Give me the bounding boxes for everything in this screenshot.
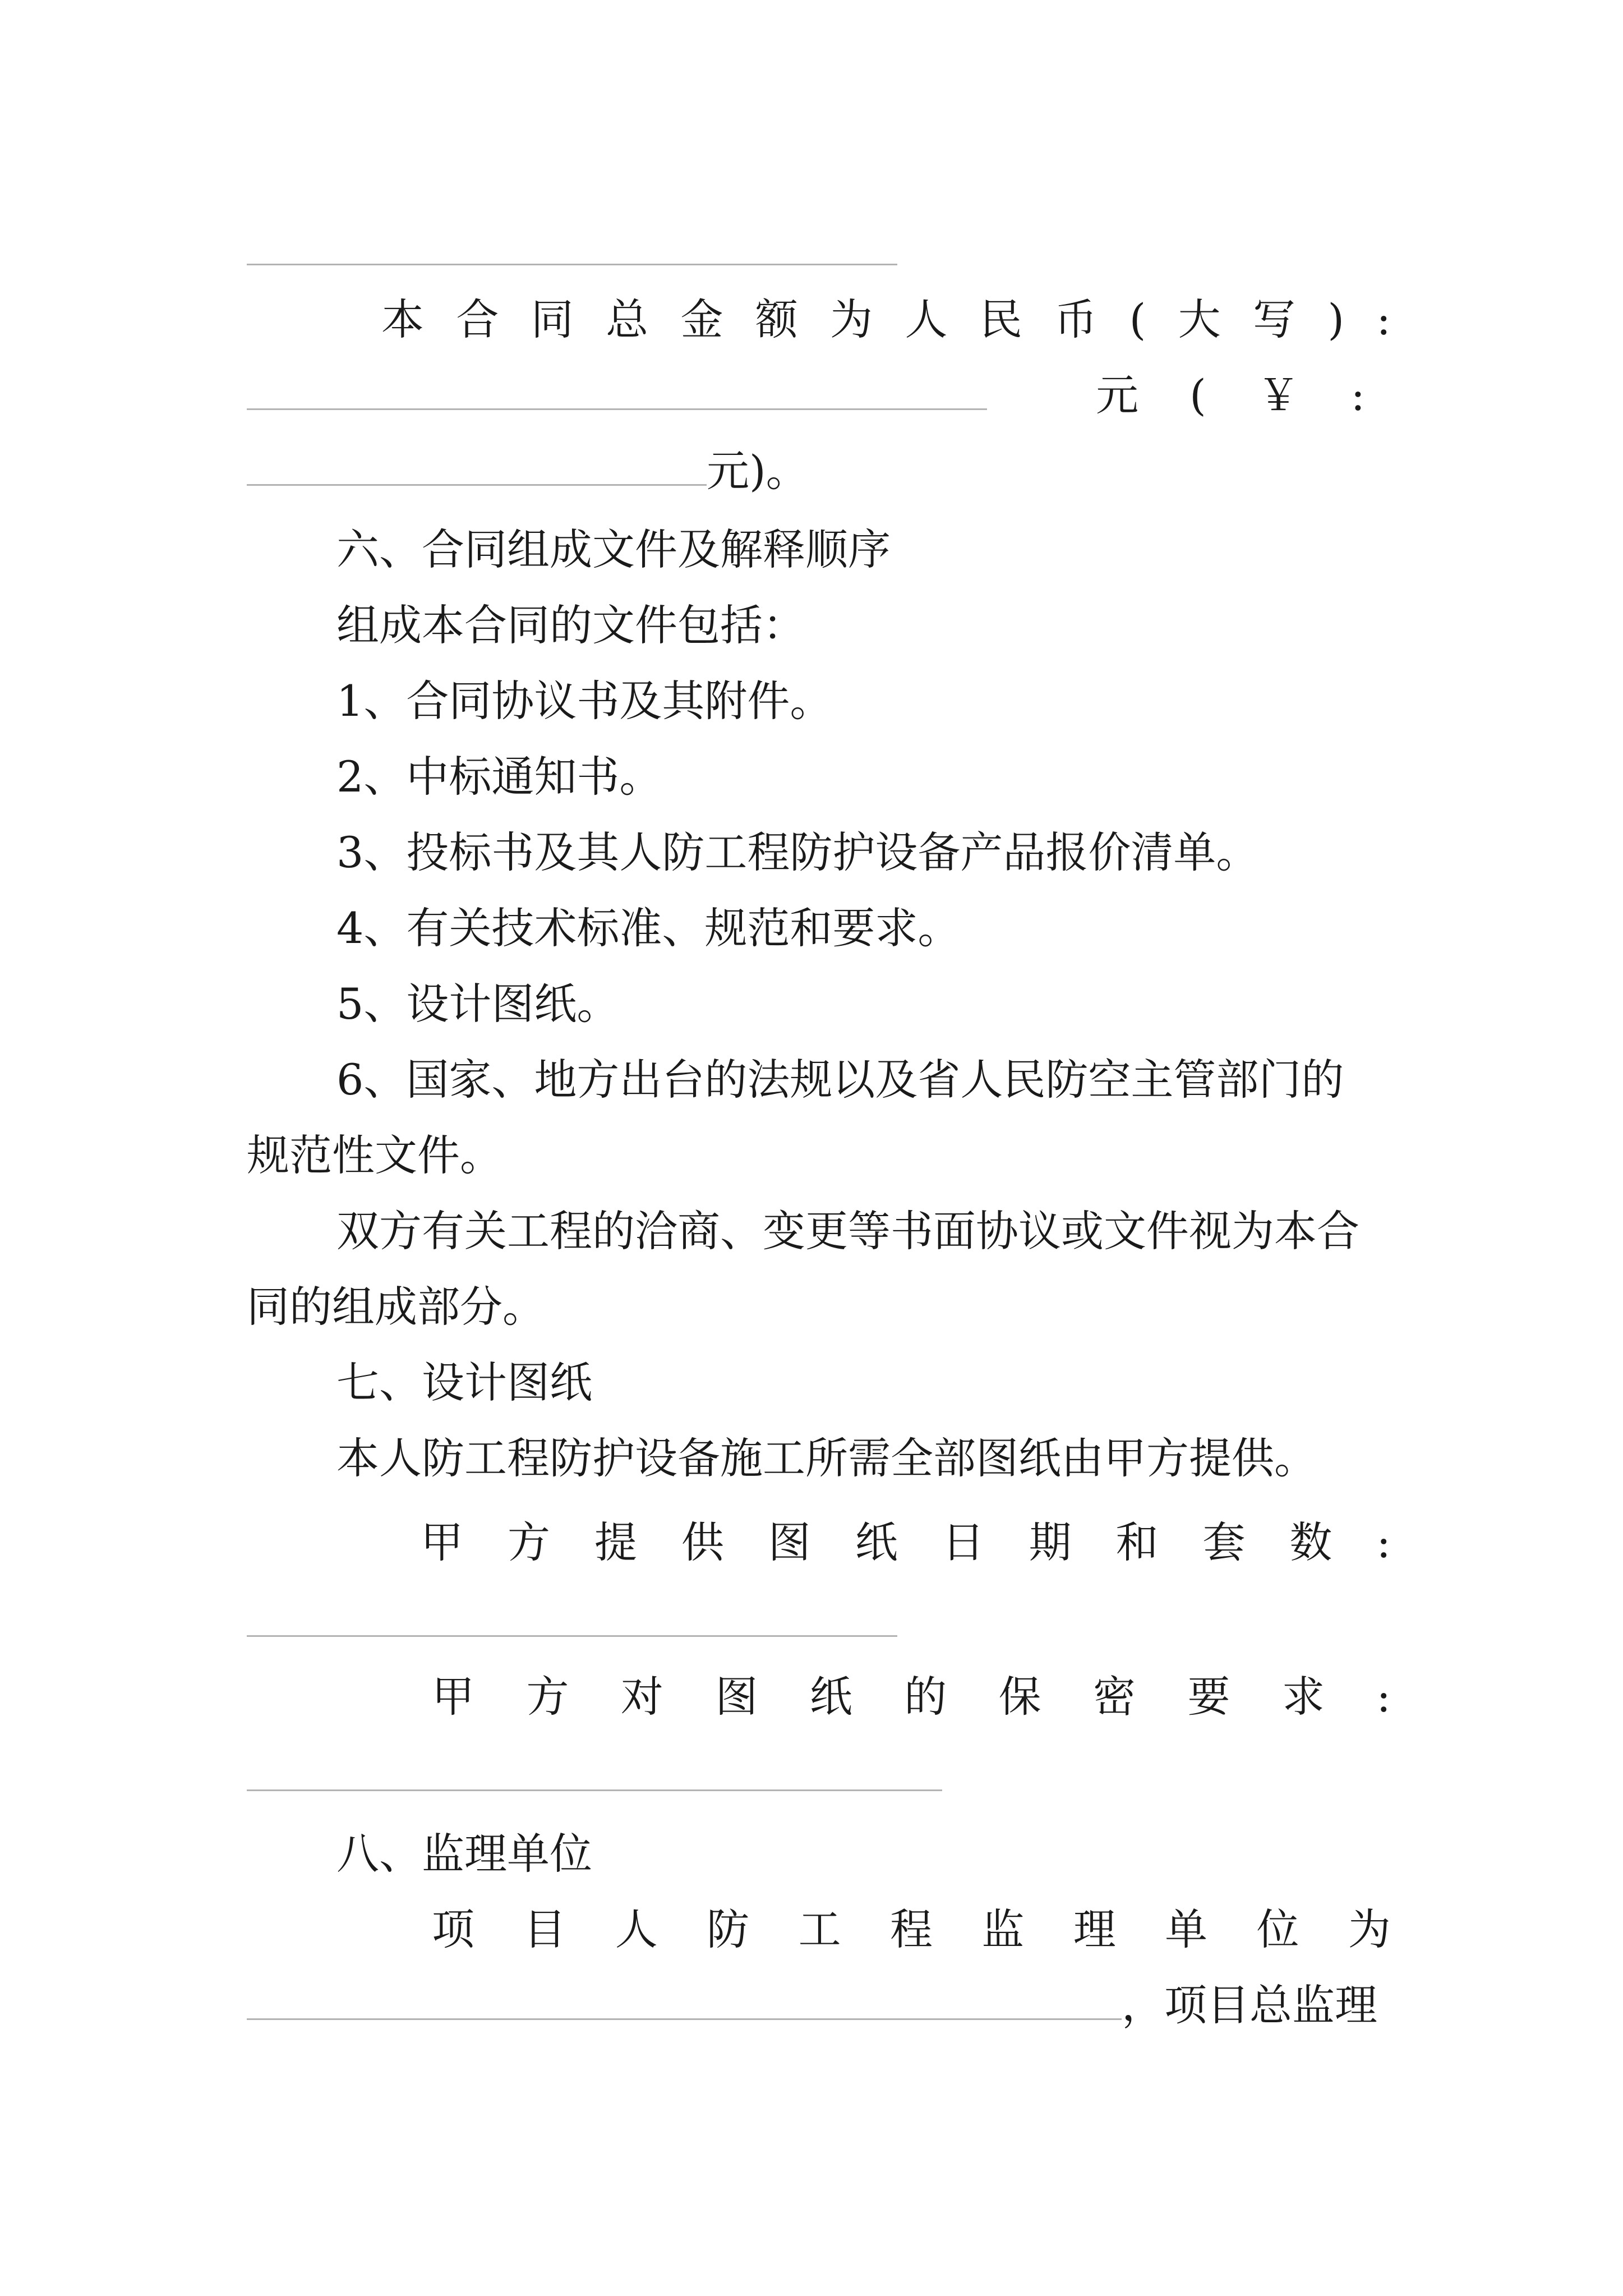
drawing-secret-char: 对: [620, 1672, 663, 1722]
drawing-date-char: :: [1376, 1517, 1391, 1567]
section7-heading: 七、设计图纸: [336, 1358, 592, 1407]
total-amount-char: 大: [1178, 295, 1221, 344]
section6-intro: 组成本合同的文件包括：: [336, 600, 805, 650]
amount-end-text: 元)。: [707, 446, 809, 496]
drawing-date-char: 日: [942, 1517, 985, 1567]
drawing-secret-char: 求: [1281, 1672, 1325, 1722]
supervisor-label: [432, 1902, 1391, 1958]
total-amount-blank-row: [247, 367, 1391, 424]
amount-uppercase-blank: [247, 369, 987, 410]
supervisor-char: 人: [615, 1904, 658, 1954]
total-amount-char: 金: [680, 295, 723, 344]
total-amount-char: 额: [755, 295, 798, 344]
total-amount-number-row: [247, 443, 1391, 499]
drawing-secret-char: 密: [1093, 1672, 1136, 1722]
section6-heading: 六、合同组成文件及解释顺序: [336, 524, 891, 574]
supervisor-char: 为: [1348, 1904, 1391, 1954]
total-amount-char: 总: [606, 295, 649, 344]
total-amount-label: [381, 292, 1391, 348]
drawing-secret-char: 保: [998, 1672, 1041, 1722]
drawing-secret-char: 图: [715, 1672, 758, 1722]
section7-text: 本人防工程防护设备施工所需全部图纸由甲方提供。: [336, 1433, 1317, 1483]
drawing-secret-char: 纸: [809, 1672, 852, 1722]
drawing-date-char: 图: [768, 1517, 811, 1567]
section6-item-5: 5、设计图纸。: [336, 979, 620, 1029]
section6-item-6: 6、国家、地方出台的法规以及省人民防空主管部门的: [336, 1055, 1344, 1105]
total-amount-char: 合: [456, 295, 499, 344]
currency-yuan-label: [1096, 367, 1365, 424]
total-amount-char: ): [1327, 295, 1344, 344]
supervisor-blank: [247, 1979, 1122, 2020]
section6-item-2: 2、中标通知书。: [336, 752, 662, 802]
drawing-secret-char: 的: [904, 1672, 947, 1722]
currency-char: ￥: [1257, 370, 1300, 420]
drawing-secret-label: [432, 1669, 1391, 1725]
drawing-date-char: 数: [1289, 1517, 1332, 1567]
blank-line-top: [247, 264, 897, 265]
total-amount-char: 为: [830, 295, 873, 344]
total-amount-char: (: [1129, 295, 1146, 344]
drawing-date-char: 期: [1029, 1517, 1072, 1567]
drawing-secret-char: 甲: [432, 1672, 474, 1722]
section6-note-line1: 双方有关工程的洽商、变更等书面协议或文件视为本合: [336, 1206, 1359, 1256]
drawing-date-char: 方: [507, 1517, 550, 1567]
drawing-date-char: 和: [1115, 1517, 1159, 1567]
total-amount-char: :: [1376, 295, 1391, 344]
drawing-date-char: 供: [681, 1517, 724, 1567]
section6-item-1: 1、合同协议书及其附件。: [336, 676, 833, 726]
drawing-secret-char: 方: [526, 1672, 569, 1722]
section6-item-4: 4、有关技术标准、规范和要求。: [336, 903, 961, 953]
supervisor-char: 位: [1256, 1904, 1299, 1954]
drawing-secret-char: 要: [1187, 1672, 1230, 1722]
drawing-date-char: 甲: [421, 1517, 463, 1567]
supervisor-blank-row: [247, 1977, 1391, 2033]
total-amount-char: 同: [531, 295, 574, 344]
supervisor-char: 程: [889, 1904, 933, 1954]
currency-char: 元: [1096, 370, 1139, 420]
drawing-secret-blank: [247, 1789, 942, 1791]
total-amount-char: 人: [905, 295, 948, 344]
currency-char: (: [1189, 370, 1206, 420]
total-amount-char: 写: [1252, 295, 1295, 344]
drawing-date-blank: [247, 1635, 897, 1637]
supervisor-char: 理: [1073, 1904, 1116, 1954]
supervisor-char: 单: [1165, 1904, 1208, 1954]
supervisor-char: 项: [432, 1904, 474, 1954]
amount-number-blank: [247, 445, 707, 486]
drawing-date-char: 提: [594, 1517, 637, 1567]
supervisor-end-text: ，项目总监理: [1122, 1980, 1377, 2030]
section6-item-6-cont: 规范性文件。: [247, 1130, 502, 1180]
total-amount-char: 本: [381, 295, 424, 344]
section6-item-3: 3、投标书及其人防工程防护设备产品报价清单。: [336, 827, 1259, 877]
supervisor-char: 监: [981, 1904, 1025, 1954]
supervisor-char: 工: [798, 1904, 841, 1954]
total-amount-char: 民: [979, 295, 1022, 344]
drawing-date-char: 套: [1202, 1517, 1246, 1567]
section8-heading: 八、监理单位: [336, 1829, 592, 1879]
total-amount-char: 币: [1054, 295, 1098, 344]
drawing-date-label: [421, 1515, 1391, 1571]
supervisor-char: 防: [707, 1904, 750, 1954]
supervisor-char: 目: [523, 1904, 566, 1954]
drawing-secret-char: :: [1376, 1672, 1391, 1722]
drawing-date-char: 纸: [855, 1517, 898, 1567]
currency-char: :: [1350, 370, 1366, 420]
section6-note-line2: 同的组成部分。: [247, 1282, 545, 1332]
